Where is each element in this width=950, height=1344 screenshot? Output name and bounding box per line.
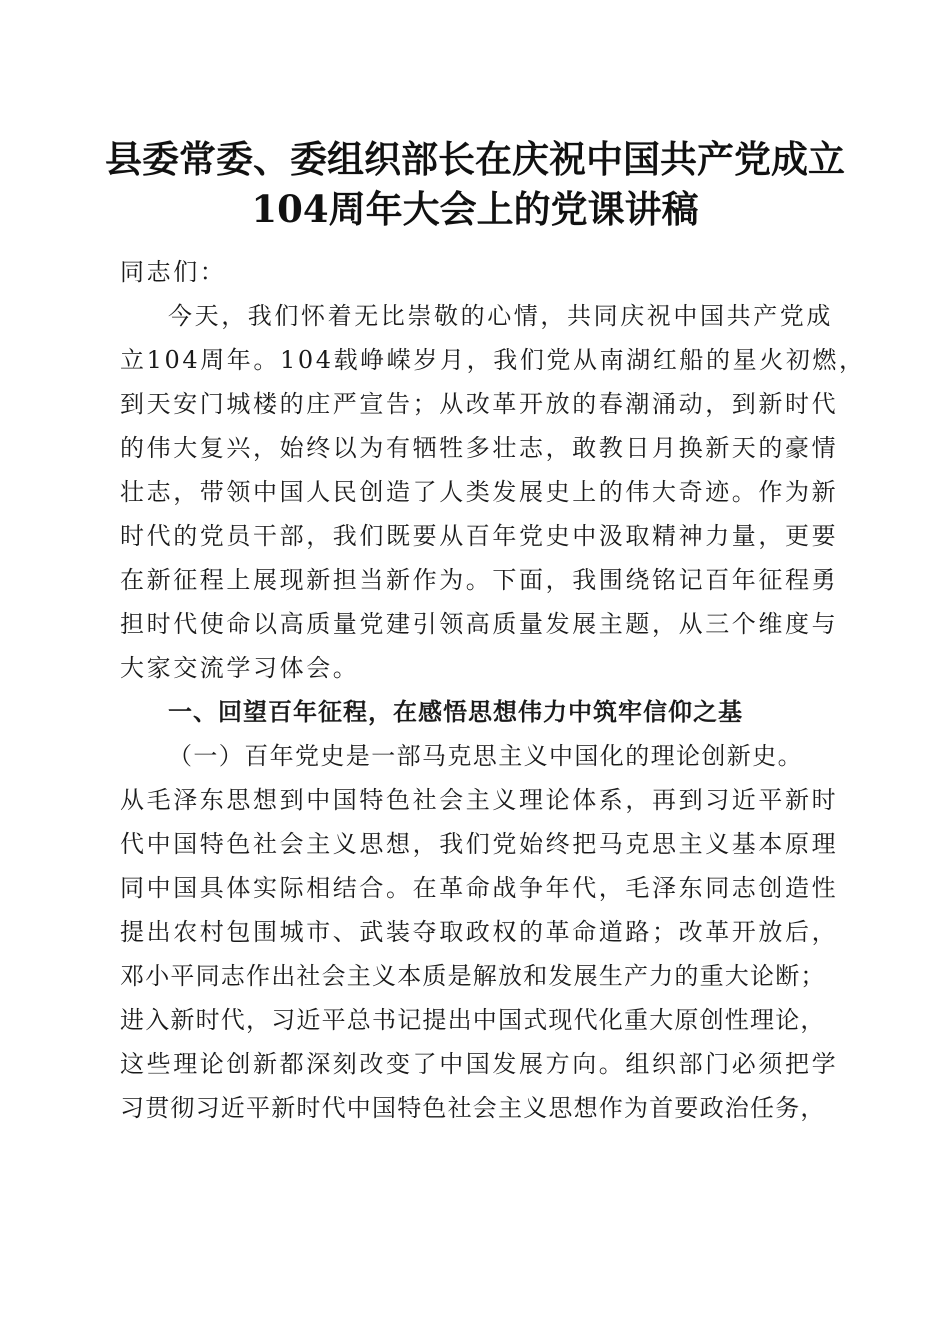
title-line-2: 104周年大会上的党课讲稿 xyxy=(251,187,699,231)
paragraph-line: 到天安门城楼的庄严宣告；从改革开放的春潮涌动，到新时代 xyxy=(120,390,839,418)
title-line-1: 县委常委、委组织部长在庆祝中国共产党成立 xyxy=(105,137,845,181)
paragraph-line: 壮志，带领中国人民创造了人类发展史上的伟大奇迹。作为新 xyxy=(120,478,839,506)
paragraph-line: 立104周年。104载峥嵘岁月，我们党从南湖红船的星火初燃， xyxy=(120,346,866,374)
paragraph-line: 从毛泽东思想到中国特色社会主义理论体系，再到习近平新时 xyxy=(120,786,839,814)
paragraph-line: 邓小平同志作出社会主义本质是解放和发展生产力的重大论断； xyxy=(120,962,826,990)
paragraph-line: 这些理论创新都深刻改变了中国发展方向。组织部门必须把学 xyxy=(120,1050,839,1078)
paragraph-line: 进入新时代，习近平总书记提出中国式现代化重大原创性理论， xyxy=(120,1006,826,1034)
paragraph-line: 代中国特色社会主义思想，我们党始终把马克思主义基本原理 xyxy=(120,830,839,858)
salutation: 同志们： xyxy=(120,258,227,286)
paragraph-line: 担时代使命以高质量党建引领高质量发展主题，从三个维度与 xyxy=(120,610,839,638)
paragraph-line: 大家交流学习体会。 xyxy=(120,654,360,682)
document-title xyxy=(100,134,850,234)
paragraph-line: 时代的党员干部，我们既要从百年党史中汲取精神力量，更要 xyxy=(120,522,839,550)
paragraph-line: 今天，我们怀着无比崇敬的心情，共同庆祝中国共产党成 xyxy=(168,302,833,330)
paragraph-line: 同中国具体实际相结合。在革命战争年代，毛泽东同志创造性 xyxy=(120,874,839,902)
paragraph-line: 在新征程上展现新担当新作为。下面，我围绕铭记百年征程勇 xyxy=(120,566,839,594)
paragraph-line: 的伟大复兴，始终以为有牺牲多壮志，敢教日月换新天的豪情 xyxy=(120,434,839,462)
subsection-heading: （一）百年党史是一部马克思主义中国化的理论创新史。 xyxy=(168,742,803,770)
paragraph-line: 提出农村包围城市、武装夺取政权的革命道路；改革开放后， xyxy=(120,918,839,946)
paragraph-line: 习贯彻习近平新时代中国特色社会主义思想作为首要政治任务， xyxy=(120,1094,826,1122)
document-body xyxy=(120,250,866,1130)
section-heading: 一、回望百年征程，在感悟思想伟力中筑牢信仰之基 xyxy=(168,698,743,726)
